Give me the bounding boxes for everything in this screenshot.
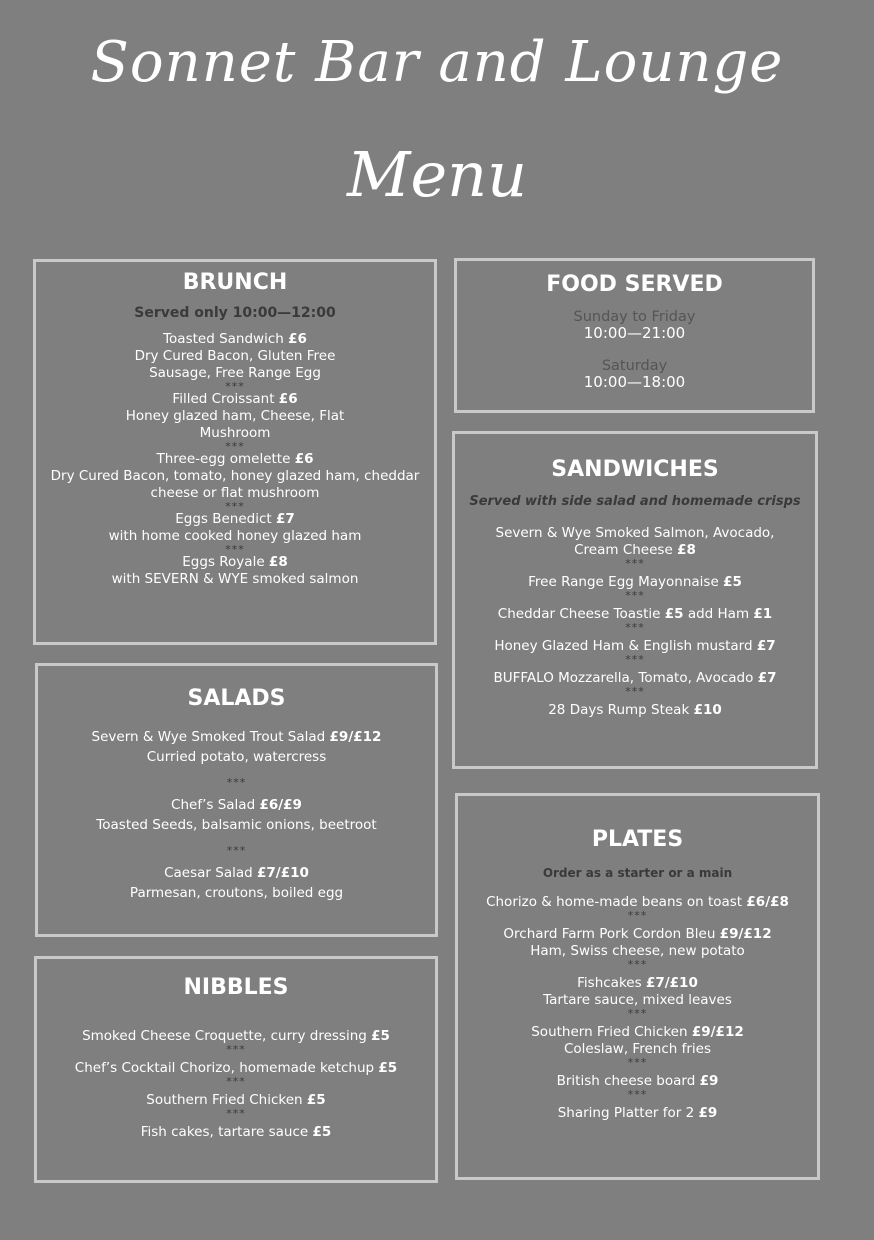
item-price: £7 [757, 670, 777, 686]
item-price: £8 [677, 542, 696, 558]
menu-subtitle: Menu [346, 138, 528, 211]
separator: *** [625, 685, 645, 698]
item-name: Orchard Farm Pork Cordon Bleu [503, 926, 716, 942]
item-description: Toasted Seeds, balsamic onions, beetroot [96, 817, 377, 833]
item-name: 28 Days Rump Steak [548, 702, 690, 718]
brunch-section [33, 259, 437, 645]
item-name: Toasted Sandwich [163, 331, 284, 347]
separator: *** [226, 1107, 246, 1120]
item-name: Filled Croissant [172, 391, 275, 407]
separator: *** [625, 653, 645, 666]
sandwiches-section [452, 431, 818, 769]
section-heading: PLATES [591, 827, 684, 852]
item-name: Cream Cheese [574, 542, 673, 558]
menu-item [36, 391, 434, 442]
nibbles-section [34, 956, 438, 1183]
item-description: with SEVERN & WYE smoked salmon [111, 571, 359, 587]
food-served-section [454, 258, 815, 413]
item-name: Southern Fried Chicken [146, 1092, 303, 1108]
item-price: £9 [698, 1105, 718, 1121]
item-price: £9/£12 [329, 729, 382, 745]
menu-item [38, 797, 435, 834]
menu-item [455, 702, 815, 719]
item-price: £7/£10 [645, 975, 698, 991]
separator: *** [226, 1075, 246, 1088]
section-subheading: Served with side salad and homemade crisps [469, 494, 801, 509]
item-name: Southern Fried Chicken [531, 1024, 688, 1040]
item-name: BUFFALO Mozzarella, Tomato, Avocado [493, 670, 754, 686]
item-description: Honey glazed ham, Cheese, Flat [125, 408, 345, 424]
hours-value: 10:00—21:00 [583, 324, 686, 342]
item-price: £10 [693, 702, 722, 718]
item-price: £6/£9 [259, 797, 302, 813]
item-description: Dry Cured Bacon, tomato, honey glazed ham, cheddar [50, 468, 420, 484]
salads-section [35, 663, 438, 937]
menu-item [36, 511, 434, 545]
item-name: Chorizo & home-made beans on toast [486, 894, 743, 910]
item-name: Chef’s Cocktail Chorizo, homemade ketchup [74, 1060, 375, 1076]
separator: *** [226, 1043, 246, 1056]
separator: *** [625, 589, 645, 602]
item-description: Tartare sauce, mixed leaves [543, 992, 732, 1008]
item-description: Mushroom [199, 425, 271, 441]
separator: *** [225, 380, 245, 393]
item-description: Parmesan, croutons, boiled egg [129, 885, 344, 901]
separator: *** [627, 958, 648, 971]
item-price: £6 [278, 391, 298, 407]
hours-value: 10:00—18:00 [583, 373, 686, 391]
section-heading: BRUNCH [182, 270, 288, 295]
separator: *** [225, 500, 245, 513]
item-price: £6 [288, 331, 307, 347]
item-price: £5 [312, 1124, 332, 1140]
separator: *** [225, 440, 245, 453]
menu-item [36, 451, 434, 502]
item-description: Sausage, Free Range Egg [149, 365, 321, 381]
item-name: Caesar Salad [164, 865, 253, 881]
separator: *** [226, 844, 247, 857]
item-description: Curried potato, watercress [146, 749, 327, 765]
separator: *** [627, 1007, 648, 1020]
item-name: Eggs Royale [182, 554, 269, 570]
item-name: Three-egg omelette [156, 451, 291, 467]
item-description: with home cooked honey glazed ham [108, 528, 362, 544]
item-name: Fish cakes, tartare sauce [140, 1124, 309, 1140]
item-description: Dry Cured Bacon, Gluten Free [134, 348, 336, 364]
menu-item [36, 331, 434, 382]
menu-item [38, 865, 435, 902]
item-name: Honey Glazed Ham & English mustard [494, 638, 753, 654]
item-name: Severn & Wye Smoked Trout Salad [91, 729, 326, 745]
item-price: £6 [294, 451, 314, 467]
section-subheading: Served only 10:00—12:00 [134, 305, 336, 321]
item-price: £5 [371, 1028, 390, 1044]
separator: *** [225, 543, 245, 556]
item-extra: add Ham [687, 606, 750, 622]
item-price: £5 [664, 606, 684, 622]
separator: *** [226, 776, 247, 789]
section-heading: FOOD SERVED [546, 272, 723, 297]
section-subheading: Order as a starter or a main [542, 866, 733, 880]
separator: *** [625, 621, 645, 634]
item-name: Free Range Egg Mayonnaise [528, 574, 719, 590]
item-description: Ham, Swiss cheese, new potato [530, 943, 745, 959]
item-name: Eggs Benedict [175, 511, 272, 527]
item-price: £5 [723, 574, 742, 590]
menu-item [38, 729, 435, 766]
item-price: £9 [699, 1073, 719, 1089]
item-price: £5 [378, 1060, 398, 1076]
item-extra-price: £1 [753, 606, 773, 622]
item-name: Chef’s Salad [171, 797, 256, 813]
days-label: Sunday to Friday [573, 309, 696, 325]
menu-item [458, 1024, 817, 1058]
plates-section [455, 793, 820, 1180]
item-price: £7 [756, 638, 776, 654]
days-label: Saturday [601, 358, 668, 374]
item-name: Sharing Platter for 2 [557, 1105, 695, 1121]
menu-item [458, 926, 817, 960]
menu-item [458, 975, 817, 1009]
item-price: £5 [306, 1092, 326, 1108]
menu-item [36, 554, 434, 588]
menu-item [455, 525, 815, 559]
section-heading: SANDWICHES [551, 457, 719, 482]
item-name: Cheddar Cheese Toastie [497, 606, 661, 622]
separator: *** [627, 909, 648, 922]
separator: *** [625, 557, 645, 570]
menu-title: Sonnet Bar and Lounge [90, 30, 784, 95]
item-price: £7/£10 [256, 865, 309, 881]
item-name: Smoked Cheese Croquette, curry dressing [82, 1028, 367, 1044]
item-description: Coleslaw, French fries [564, 1041, 711, 1057]
separator: *** [627, 1088, 648, 1101]
section-heading: NIBBLES [183, 975, 289, 1000]
item-price: £8 [268, 554, 288, 570]
menu-item [37, 1124, 435, 1141]
item-name: British cheese board [556, 1073, 696, 1089]
item-name: Severn & Wye Smoked Salmon, Avocado, [495, 525, 775, 541]
item-price: £9/£12 [719, 926, 772, 942]
separator: *** [627, 1056, 648, 1069]
item-name: Fishcakes [577, 975, 642, 991]
section-heading: SALADS [187, 686, 286, 711]
item-price: £6/£8 [746, 894, 789, 910]
item-price: £7 [275, 511, 295, 527]
menu-item [458, 1105, 817, 1122]
item-price: £9/£12 [691, 1024, 744, 1040]
item-description: cheese or flat mushroom [150, 485, 320, 501]
